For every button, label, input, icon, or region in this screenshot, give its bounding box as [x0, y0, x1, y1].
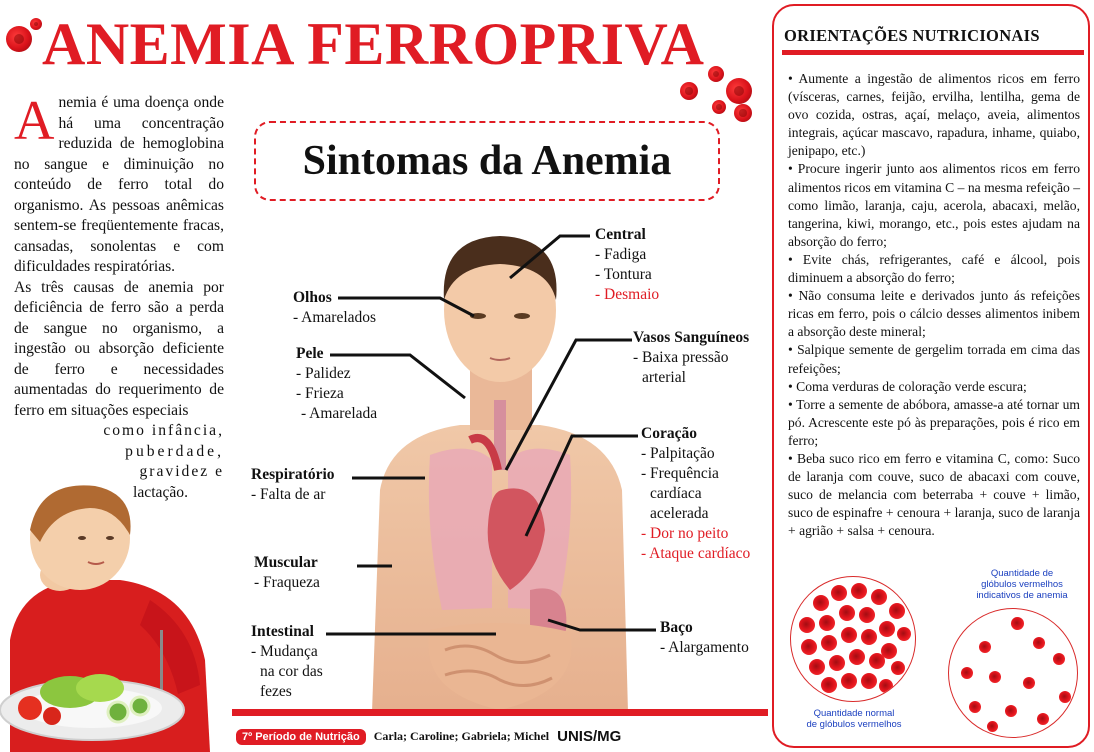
- symptom-olhos: [293, 288, 376, 328]
- symptom-item: - Palpitação: [641, 445, 715, 462]
- normal-blood-sample: [790, 576, 916, 702]
- red-blood-cell: [799, 617, 815, 633]
- red-blood-cell: [1037, 713, 1049, 725]
- red-blood-cell: [819, 615, 835, 631]
- symptom-item: - Ataque cardíaco: [641, 545, 751, 562]
- panel-title: ORIENTAÇÕES NUTRICIONAIS: [784, 26, 1040, 45]
- tip-item: • Coma verduras de coloração verde escura;: [788, 378, 1027, 394]
- symptom-item: - Tontura: [595, 266, 652, 283]
- tip-item: • Salpique semente de gergelim torrada em cima das refeições;: [788, 342, 1080, 376]
- tip-item: • Torre a semente de abóbora, amasse-a até tornar um pó. Acrescente este pó às preparações, pois é rico em ferro;: [788, 396, 1080, 448]
- red-blood-cell: [809, 659, 825, 675]
- title-area: [0, 0, 770, 90]
- red-blood-cell: [871, 589, 887, 605]
- red-blood-cell: [987, 721, 998, 732]
- symptom-item: - Amarelada: [301, 405, 378, 422]
- caption-normal: [784, 708, 924, 730]
- red-blood-cell: [841, 673, 857, 689]
- symptom-heading: Vasos Sanguíneos: [633, 329, 750, 346]
- footer: [236, 728, 621, 745]
- symptom-heading: Intestinal: [251, 623, 314, 640]
- blood-cell-icon: [30, 18, 42, 30]
- red-blood-cell: [969, 701, 981, 713]
- symptom-item: acelerada: [650, 505, 709, 522]
- red-blood-cell: [1059, 691, 1071, 703]
- symptom-item: arterial: [642, 369, 686, 386]
- symptoms-title-box: [254, 121, 720, 201]
- symptom-muscular: [254, 553, 320, 593]
- symptom-respiratorio: [251, 465, 335, 505]
- tip-item: • Não consuma leite e derivados junto ás refeições ricas em ferro, pois o cálcio desses alimentos inibem a absorção deste mineral;: [788, 288, 1080, 340]
- symptom-item: - Falta de ar: [251, 486, 326, 503]
- intro-paragraph-2: As três causas de anemia por deficiência de ferro são a perda de sangue no organismo, a ingestão ou absorção deficiente de ferro e necessidades aumentadas do requerimento de ferro em situações especiais: [14, 278, 224, 419]
- symptom-item: - Palidez: [296, 365, 351, 382]
- symptom-item: na cor das: [260, 663, 323, 680]
- footer-course-tag: 7º Período de Nutrição: [236, 729, 366, 745]
- red-blood-cell: [861, 673, 877, 689]
- red-blood-cell: [859, 607, 875, 623]
- tip-item: • Aumente a ingestão de alimentos ricos em ferro (vísceras, carnes, feijão, ervilha, lentilha, gema de ovo cozida, ostras, açaí, melaço, aveia, alimentos integrais, açúcar mascavo, rapadura, inhame, quiabo, jenipapo, etc.): [788, 71, 1080, 159]
- red-blood-cell: [861, 629, 877, 645]
- symptom-item: - Baixa pressão: [633, 349, 729, 366]
- symptom-item: - Fraqueza: [254, 574, 320, 591]
- footer-divider: [232, 709, 768, 716]
- red-blood-cell: [801, 639, 817, 655]
- red-blood-cell: [979, 641, 991, 653]
- red-blood-cell: [869, 653, 885, 669]
- symptom-heading: Central: [595, 226, 646, 243]
- symptom-item: - Alargamento: [660, 639, 749, 656]
- body-anatomy-illustration: [370, 230, 630, 712]
- drop-cap: A: [14, 90, 55, 152]
- intro-tail-1: como infância,: [103, 422, 224, 439]
- symptom-item: - Frieza: [296, 385, 344, 402]
- blood-cell-icon: [712, 100, 726, 114]
- red-blood-cell: [821, 677, 837, 693]
- red-blood-cell: [831, 585, 847, 601]
- blood-cell-icon: [726, 78, 752, 104]
- symptom-item: - Fadiga: [595, 246, 647, 263]
- red-blood-cell: [1011, 617, 1024, 630]
- symptom-heading: Coração: [641, 425, 697, 442]
- red-blood-cell: [989, 671, 1001, 683]
- main-title: ANEMIA FERROPRIVA: [42, 11, 705, 77]
- tip-item: • Procure ingerir junto aos alimentos ricos em ferro alimentos ricos em vitamina C – na mesma refeição – como limão, laranja, caju, acerola, abacaxi, melão, tangerina, kiwi, morango, etc., pois estes ajudam na absorção do ferro;: [788, 161, 1080, 249]
- red-blood-cell: [829, 655, 845, 671]
- intro-tail-3: gravidez e: [139, 463, 224, 480]
- symptom-item: - Mudança: [251, 643, 318, 660]
- caption-anemia: [954, 568, 1090, 601]
- anemia-blood-sample: [948, 608, 1078, 738]
- symptom-heading: Olhos: [293, 289, 332, 306]
- footer-authors: Carla; Caroline; Gabriela; Michel: [373, 729, 550, 743]
- panel-divider: [782, 50, 1084, 55]
- symptom-heading: Baço: [660, 619, 693, 636]
- intro-paragraph-1: nemia é uma doença onde há uma concentração reduzida de hemoglobina no sangue e diminuição no conteúdo de ferro total do organismo. As pessoas anêmicas sentem-se freqüentemente fracas, cansadas, sonolentas e com dificuldades respiratórias.: [14, 94, 224, 275]
- caption-anemia-line3: indicativos de anemia: [976, 590, 1068, 601]
- tip-item: • Evite chás, refrigerantes, café e álcool, pois diminuem a absorção do ferro;: [788, 251, 1080, 286]
- symptom-heading: Pele: [296, 345, 324, 362]
- symptom-heading: Muscular: [254, 554, 318, 571]
- symptom-item: fezes: [260, 683, 292, 700]
- nutrition-panel: [772, 4, 1090, 748]
- blood-cell-icon: [6, 26, 32, 52]
- child-illustration: [0, 480, 225, 752]
- symptoms-title: Sintomas da Anemia: [302, 138, 672, 184]
- red-blood-cell: [851, 583, 867, 599]
- symptom-vasos: [633, 328, 749, 388]
- footer-school: UNIS/MG: [557, 728, 622, 745]
- caption-normal-line2: de glóbulos vermelhos: [806, 719, 902, 730]
- symptom-coracao: [641, 424, 750, 564]
- red-blood-cell: [1033, 637, 1045, 649]
- red-blood-cell: [841, 627, 857, 643]
- red-blood-cell: [1053, 653, 1065, 665]
- blood-cell-icon: [734, 104, 752, 122]
- red-blood-cell: [889, 603, 905, 619]
- red-blood-cell: [839, 605, 855, 621]
- symptom-item: - Desmaio: [595, 286, 660, 303]
- red-blood-cell: [849, 649, 865, 665]
- nutrition-tips: [788, 70, 1080, 540]
- symptom-item: cardíaca: [650, 485, 702, 502]
- red-blood-cell: [891, 661, 905, 675]
- blood-cell-icon: [708, 66, 724, 82]
- caption-normal-line1: Quantidade normal: [813, 708, 895, 719]
- tip-item: • Beba suco rico em ferro e vitamina C, como: Suco de laranja com couve, suco de abacaxi com couve, suco de melancia com beterraba + couve + limão, suco de espinafre + cenoura + laranja, suco de laranja + agrião + salsa + cenoura.: [788, 450, 1080, 539]
- red-blood-cell: [961, 667, 973, 679]
- red-blood-cell: [1005, 705, 1017, 717]
- red-blood-cell: [813, 595, 829, 611]
- intro-tail-2: puberdade,: [125, 442, 224, 460]
- symptom-heading: Respiratório: [251, 466, 335, 483]
- intro-tail-4: lactação.: [133, 483, 188, 501]
- red-blood-cell: [879, 679, 893, 693]
- symptom-intestinal: [251, 622, 323, 702]
- intro-text: [14, 90, 224, 503]
- caption-anemia-line2: glóbulos vermelhos: [981, 579, 1063, 590]
- caption-anemia-line1: Quantidade de: [990, 568, 1054, 579]
- symptom-item: - Amarelados: [293, 309, 377, 326]
- red-blood-cell: [879, 621, 895, 637]
- red-blood-cell: [821, 635, 837, 651]
- blood-cell-icon: [680, 82, 698, 100]
- red-blood-cell: [897, 627, 911, 641]
- symptom-item: - Dor no peito: [641, 525, 729, 542]
- symptom-central: [595, 225, 659, 305]
- symptom-pele: [296, 344, 377, 424]
- symptom-baco: [660, 618, 749, 658]
- symptom-item: - Frequência: [641, 465, 719, 482]
- red-blood-cell: [1023, 677, 1035, 689]
